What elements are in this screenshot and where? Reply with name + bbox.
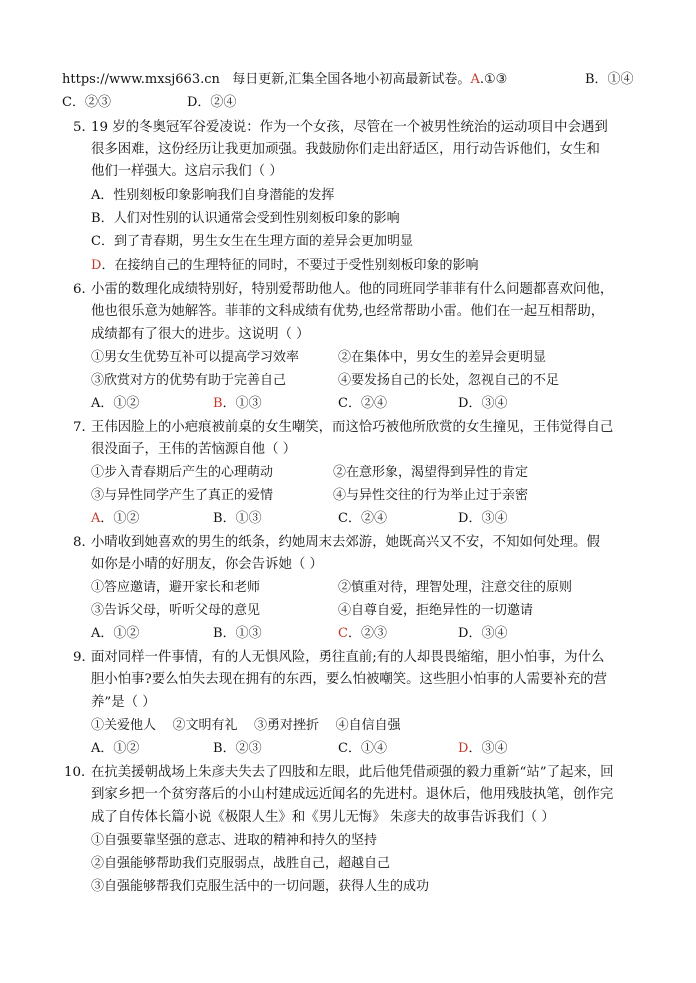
question-number: 7．: [73, 420, 95, 435]
option-letter-answer: D: [91, 258, 102, 273]
statement-item: ①答应邀请，避开家长和老师: [91, 580, 261, 595]
question-text-line: 养”是（ ）: [91, 695, 156, 710]
option-a[interactable]: [91, 187, 334, 205]
option-b[interactable]: [213, 510, 262, 528]
option-letter: A: [91, 741, 101, 756]
prev-option-a-text: .①③: [479, 72, 508, 87]
question-number: 6．: [73, 282, 95, 297]
option-c[interactable]: [338, 625, 387, 643]
option-a[interactable]: [91, 395, 139, 413]
question-text-line: 小雷的数理化成绩特别好，特别爱帮助他人。他的同班同学菲菲有什么问题都喜欢问他，: [91, 282, 614, 297]
statement-item: ②自强能够帮助我们克服弱点，战胜自己，超越自己: [91, 856, 391, 871]
option-d[interactable]: [458, 510, 507, 528]
option-text: ．①④: [347, 741, 387, 756]
site-slogan: 每日更新,汇集全国各地小初高最新试卷。: [232, 72, 471, 87]
option-text: ．③④: [468, 396, 508, 411]
statement-item: ③与异性同学产生了真正的爱情: [91, 488, 274, 503]
option-d[interactable]: [458, 625, 507, 643]
option-text: ．①③: [222, 396, 262, 411]
option-text: ．①③: [222, 511, 262, 526]
prev-option-a-letter: A: [470, 72, 480, 87]
option-b[interactable]: [91, 210, 400, 228]
option-text: ．①③: [222, 626, 262, 641]
option-letter: B: [213, 511, 223, 526]
option-text: ．②③: [347, 626, 387, 641]
statement-item: ③自强能够帮我们克服生活中的一切问题，获得人生的成功: [91, 879, 430, 894]
option-text: ．③④: [468, 741, 508, 756]
option-text: ．①②: [100, 626, 140, 641]
option-text: ．②④: [347, 396, 387, 411]
prev-option-b: B．①④: [585, 72, 634, 87]
option-letter: A: [91, 396, 101, 411]
option-letter-answer: D: [458, 741, 469, 756]
option-text: ．人们对性别的认识通常会受到性别刻板印象的影响: [100, 211, 400, 226]
option-c[interactable]: [338, 740, 387, 758]
option-text: ．②④: [347, 511, 387, 526]
option-b[interactable]: [213, 740, 262, 758]
question-text-line: 很多困难，这份经历让我更加顽强。我鼓励你们走出舒适区，用行动告诉他们，女生和: [91, 142, 600, 157]
question-text-line: 小晴收到她喜欢的男生的纸条，约她周末去郊游，她既高兴又不安，不知如何处理。假: [91, 535, 600, 550]
option-d[interactable]: [458, 740, 507, 758]
option-text: ．①②: [100, 741, 140, 756]
header-line: [62, 71, 507, 89]
option-text: ．③④: [468, 626, 508, 641]
statement-item: ④与异性交往的行为举止过于亲密: [333, 488, 529, 503]
question-text-line: 王伟因脸上的小疤痕被前桌的女生嘲笑，而这恰巧被他所欣赏的女生撞见，王伟觉得自己: [91, 420, 614, 435]
option-letter: C: [91, 234, 101, 249]
statement-item: ①自强要靠坚强的意志、进取的精神和持久的坚持: [91, 833, 378, 848]
option-letter: D: [458, 396, 469, 411]
option-a[interactable]: [91, 625, 139, 643]
option-letter: C: [338, 741, 348, 756]
option-b[interactable]: [213, 625, 262, 643]
option-d[interactable]: [458, 395, 507, 413]
option-c[interactable]: [338, 510, 387, 528]
question-text-line: 19 岁的冬奥冠军谷爱凌说：作为一个女孩，尽管在一个被男性统治的运动项目中会遇到: [91, 120, 608, 135]
question-text-line: 他也很乐意为她解答。菲菲的文科成绩有优势,也经常帮助小雷。他们在一起互相帮助，: [91, 304, 605, 319]
option-text: ．到了青春期，男生女生在生理方面的差异会更加明显: [100, 234, 413, 249]
question-text-line: 如你是小晴的好朋友，你会告诉她（ ）: [91, 557, 323, 572]
statement-item: ④要发扬自己的长处，忽视自己的不足: [338, 373, 560, 388]
question-number: 9．: [73, 650, 95, 665]
question-text-line: 面对同样一件事情，有的人无惧风险，勇往直前;有的人却畏畏缩缩，胆小怕事，为什么: [91, 650, 605, 665]
question-text-line: 成绩都有了很大的进步。这说明（ ）: [91, 327, 310, 342]
statement-item: ③告诉父母，听听父母的意见: [91, 603, 261, 618]
option-letter: A: [91, 626, 101, 641]
option-c[interactable]: [91, 233, 413, 251]
question-text-line: 成了自传体长篇小说《极限人生》和《男儿无悔》 朱彦夫的故事告诉我们（ ）: [91, 810, 555, 825]
option-letter: B: [213, 741, 223, 756]
option-b[interactable]: [213, 395, 262, 413]
option-letter: A: [91, 188, 101, 203]
option-text: ．在接纳自己的生理特征的同时，不要过于受性别刻板印象的影响: [101, 258, 479, 273]
option-letter: D: [458, 511, 469, 526]
question-number: 8．: [73, 535, 95, 550]
option-letter-answer: C: [338, 626, 348, 641]
statement-item: ②在意形象，渴望得到异性的肯定: [333, 465, 529, 480]
statement-item: ③欣赏对方的优势有助于完善自己: [91, 373, 287, 388]
question-number: 5．: [73, 120, 95, 135]
option-text: ．③④: [468, 511, 508, 526]
statement-items-inline: ①关爱他人 ②文明有礼 ③勇对挫折 ④自信自强: [91, 718, 401, 733]
option-letter-answer: B: [213, 396, 223, 411]
option-d[interactable]: [91, 257, 478, 275]
option-text: ．①②: [100, 511, 140, 526]
question-number: 10．: [64, 765, 95, 780]
option-letter: C: [338, 511, 348, 526]
statement-item: ②在集体中，男女生的差异会更明显: [338, 350, 547, 365]
statement-item: ②慎重对待，理智处理，注意交往的原则: [338, 580, 573, 595]
option-a[interactable]: [91, 510, 139, 528]
option-letter: B: [91, 211, 101, 226]
option-text: ．性别刻板印象影响我们自身潜能的发挥: [100, 188, 335, 203]
prev-option-d: D．②④: [187, 95, 237, 110]
question-text-line: 胆小怕事?要么怕失去现在拥有的东西，要么怕被嘲笑。这些胆小怕事的人需要补充的营: [91, 672, 608, 687]
option-text: ．①②: [100, 396, 140, 411]
question-text-line: 很没面子，王伟的苦恼源自他（ ）: [91, 442, 297, 457]
question-text-line: 到家乡把一个贫穷落后的小山村建成远近闻名的先进村。退休后，他用残肢执笔，创作完: [91, 787, 614, 802]
statement-item: ④自尊自爱，拒绝异性的一切邀请: [338, 603, 534, 618]
statement-item: ①步入青春期后产生的心理萌动: [91, 465, 274, 480]
option-letter: D: [458, 626, 469, 641]
question-text-line: 在抗美援朝战场上朱彦夫失去了四肢和左眼，此后他凭借顽强的毅力重新“站”了起来，回: [91, 765, 614, 780]
question-text-line: 他们一样强大。这启示我们（ ）: [91, 164, 283, 179]
option-letter: B: [213, 626, 223, 641]
option-text: ．②③: [222, 741, 262, 756]
statement-item: ①男女生优势互补可以提高学习效率: [91, 350, 300, 365]
option-letter-answer: A: [91, 511, 101, 526]
option-letter: C: [338, 396, 348, 411]
option-a[interactable]: [91, 740, 139, 758]
prev-option-c: C．②③: [62, 95, 111, 110]
option-c[interactable]: [338, 395, 387, 413]
site-url[interactable]: https://www.mxsj663.cn: [62, 72, 220, 87]
